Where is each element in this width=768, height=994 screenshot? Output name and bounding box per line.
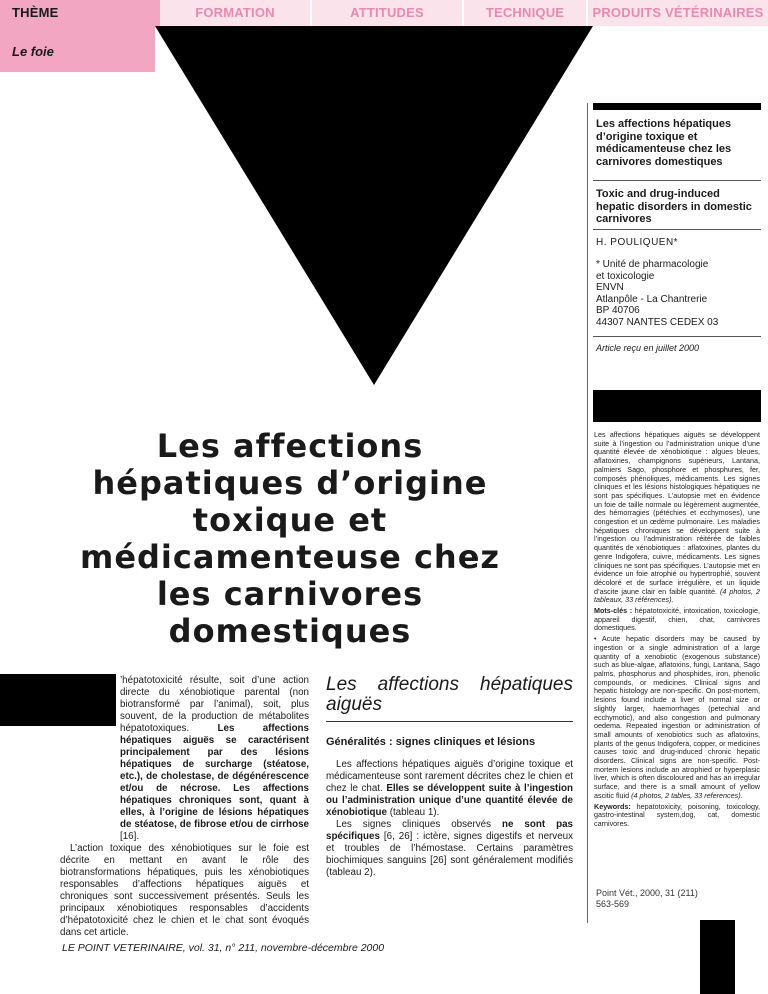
tab-attitudes-cliniques[interactable]: ATTITUDES (312, 0, 462, 26)
summary-en: • Acute hepatic disorders may be caused by ingestion or a single administration of a large quantity of a xenobiotic (exogenous substance) such as blue-algae, aflatoxins, fungi, Lantana, Sago palms, phosphorus and phosphides, iron, phenolic compounds, or medicines. Clinical signs and hepatic histology are non-specific. On post-mortem, lesions found include a liver of normal size or slightly larger, haemorrhages (petechial and ecchymotic), and also congestion and pulmonary oedema. Repeated ingestion or administration of small amounts of xenobiotics such as aflatoxins, plants of the genus Indigofera, copper, or medicines causes toxic and drug-induced chronic hepatic disorders. Clinical signs are non-specific. Post-mortem lesions include an atrophied or hyperplasic liver, which is often discoloured and has an irregular surface, and there is a small amount of yellow ascitic fluid (4 photos, 2 tables, 33 references). (594, 634, 760, 800)
received-date: Article reçu en juillet 2000 (596, 343, 700, 353)
sidebar-title-fr: Les affections hépatiques d’origine toxique et médicamenteuse chez les carnivores domestiques (596, 118, 732, 168)
resume-fr: Les affections hépatiques aiguës se développent suite à l’ingestion ou l’administration unique d’une quantité élevée de xénobiotique : algues bleues, aflatoxines, champignons supérieurs, Lantana, palmiers Sago, phosphore et phosphures, fer, composés phénoliques, médicaments. Les signes cliniques et les lésions histologiques hépatiques ne sont pas spécifiques. L’autopsie met en évidence un foie de taille normale ou légèrement augmentée, des hémorragies (pétéchies et ecchymoses), une congestion et un œdème pulmonaire. Les maladies hépatiques chroniques se développent suite à l’ingestion ou l’administration réitérée de faibles quantités de xénobiotiques : aflatoxines, plantes du genre Indigofera, cuivre, médicaments. Les signes cliniques ne sont pas spécifiques. L’autopsie met en évidence un foie atrophié ou hypertrophié, souvent décoloré et de surface irrégulière, et un liquide d’ascite jaune clair en faible quantité. (4 photos, 2 tableaux, 33 références). (594, 430, 760, 605)
column-divider (587, 103, 588, 923)
section-heading: Les affections hépatiques aiguës (326, 675, 573, 722)
keywords: Keywords: hepatotoxicity, poisoning, toxicology, gastro-intestinal system,dog, cat, domestic carnivores. (594, 801, 760, 828)
sidebar-title-en: Toxic and drug-induced hepatic disorders in domestic carnivores (596, 188, 752, 225)
subsection-heading: Généralités : signes cliniques et lésions (326, 736, 536, 748)
column-left (60, 675, 309, 939)
journal-footer: LE POINT VETERINAIRE, vol. 31, n° 211, novembre-décembre 2000 (62, 942, 385, 954)
abstract (594, 431, 760, 831)
citation-line: Point Vét., 2000, 31 (211) (596, 888, 698, 898)
paragraph-s1: Les affections hépatiques aiguës d’origine toxique et médicamenteuse sont rarement décrites chez le chien et chez le chat. Elles se développent suite à l’ingestion ou l’administration unique d’une quantité élevée de xénobiotique (tableau 1). (326, 758, 573, 818)
author: H. POULIQUEN* (596, 237, 679, 248)
sidebar-divider (593, 229, 761, 230)
subtab-le-foie: Le foie (0, 26, 155, 72)
bottom-black-box (700, 920, 735, 994)
affiliation: * Unité de pharmacologie et toxicologie ENVN Atlanpôle - La Chantrerie BP 40706 44307 NANTES CEDEX 03 (596, 259, 719, 328)
column-right (326, 675, 573, 879)
paragraph-s2: Les signes cliniques observés ne sont pas spécifiques [6, 26] : ictère, signes digestifs et nerveux et troubles de l’hémostase. Certains paramètres biochimiques sanguins [26] sont généralement modifiés (tableau 2). (326, 818, 573, 878)
tab-technique[interactable]: TECHNIQUE (464, 0, 586, 26)
sidebar-black-box (593, 390, 761, 422)
sidebar-divider (593, 180, 761, 181)
citation (596, 888, 756, 910)
tab-formation-permanente[interactable]: FORMATION (160, 0, 310, 26)
citation-pages: 563-569 (596, 899, 630, 909)
sidebar-divider (593, 336, 761, 337)
article-title: Les affections hépatiques d’origine toxique et médicamenteuse chez les carnivores domestiques (79, 427, 501, 650)
tab-produits-veterinaires[interactable]: PRODUITS VÉTÉRINAIRES (588, 0, 768, 26)
mots-cles: Mots-clés : hépatotoxicité, intoxication, toxicologie, appareil digestif, chien, chat, carnivores domestiques. (594, 606, 760, 633)
tab-theme[interactable]: THÈME (0, 0, 160, 26)
intro-paragraph: ’hépatotoxicité résulte, soit d’une action directe du xénobiotique parental (non biotransformé par l’animal), soit, plus souvent, de la production de métabolites hépatotoxiques. Les affections hépatiques aiguës se caractérisent principalement par des lésions hépatiques de surcharge (stéatose, etc.), de cholestase, de dégénérescence et/ou de nécrose. Les affections hépatiques chroniques sont, quant à elles, à l’origine de lésions hépatiques de stéatose, de fibrose et/ou de cirrhose [16]. (120, 675, 309, 842)
paragraph-2: L’action toxique des xénobiotiques sur le foie est décrite en mettant en avant le rôle des biotransformations hépatiques, puis les xénobiotiques responsables d’affections hépatiques aiguës et chroniques sont successivement présentés. Seuls les principaux xénobiotiques responsables d’accidents d’hépatotoxicité chez le chien et le chat sont évoqués dans cet article. (60, 843, 309, 938)
sidebar-black-bar (593, 103, 761, 110)
